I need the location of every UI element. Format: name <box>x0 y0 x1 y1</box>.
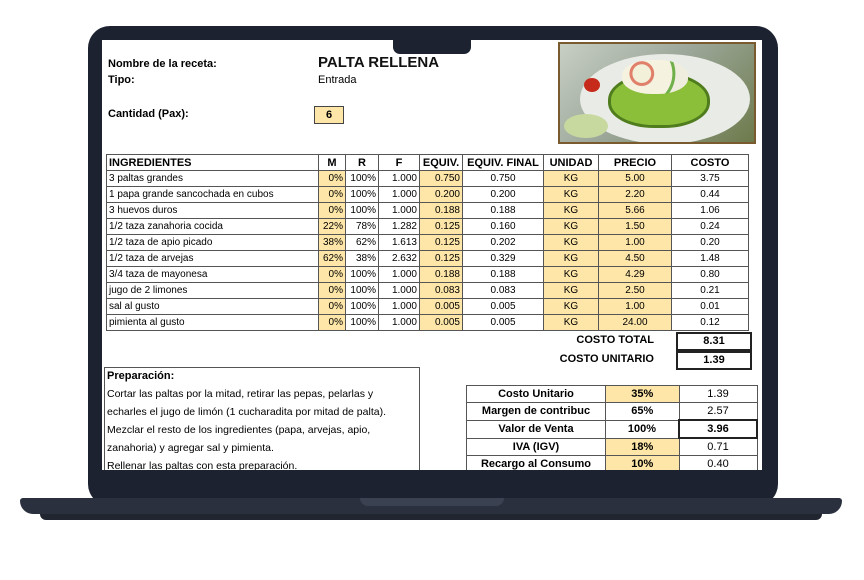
cell-equiv-final[interactable]: 0.083 <box>463 283 544 299</box>
header-precio[interactable]: PRECIO <box>599 155 672 171</box>
ingredients-table <box>106 154 749 331</box>
cell-costo[interactable]: 0.12 <box>672 315 749 331</box>
cell-m[interactable]: 0% <box>319 299 346 315</box>
cell-costo[interactable]: 0.20 <box>672 235 749 251</box>
fin-percent[interactable]: 35% <box>606 386 680 403</box>
table-row <box>107 187 749 203</box>
cell-r[interactable]: 100% <box>346 187 379 203</box>
recipe-name-label: Nombre de la receta: <box>108 58 217 70</box>
fin-percent[interactable]: 65% <box>606 403 680 421</box>
fin-label[interactable]: Costo Unitario <box>467 386 606 403</box>
preparation-line: Rellenar las paltas con esta preparación. <box>107 460 298 470</box>
cell-equiv-final[interactable]: 0.200 <box>463 187 544 203</box>
total-cost-value[interactable]: 8.31 <box>676 332 752 351</box>
cell-r[interactable]: 38% <box>346 251 379 267</box>
cell-unidad[interactable]: KG <box>544 299 599 315</box>
cell-costo[interactable]: 1.48 <box>672 251 749 267</box>
cell-r[interactable]: 100% <box>346 267 379 283</box>
cell-precio[interactable]: 2.20 <box>599 187 672 203</box>
cell-m[interactable]: 0% <box>319 267 346 283</box>
table-row <box>107 283 749 299</box>
header-equiv-final[interactable]: EQUIV. FINAL <box>463 155 544 171</box>
cell-equiv[interactable]: 0.125 <box>420 235 463 251</box>
header-ingredients[interactable]: INGREDIENTES <box>107 155 319 171</box>
cell-precio[interactable]: 5.66 <box>599 203 672 219</box>
cell-ingredient[interactable]: 3 paltas grandes <box>107 171 319 187</box>
fin-row <box>467 420 758 438</box>
fin-value[interactable]: 0.71 <box>679 438 757 456</box>
cell-costo[interactable]: 3.75 <box>672 171 749 187</box>
spreadsheet-screen <box>102 40 762 470</box>
cell-precio[interactable]: 24.00 <box>599 315 672 331</box>
cell-equiv[interactable]: 0.200 <box>420 187 463 203</box>
cell-precio[interactable]: 5.00 <box>599 171 672 187</box>
cell-unidad[interactable]: KG <box>544 171 599 187</box>
laptop-base-shadow <box>40 514 822 520</box>
table-row <box>107 315 749 331</box>
camera-notch <box>393 40 471 54</box>
cell-r[interactable]: 100% <box>346 171 379 187</box>
cell-m[interactable]: 0% <box>319 203 346 219</box>
fin-percent[interactable]: 10% <box>606 456 680 471</box>
cell-f[interactable]: 1.000 <box>379 315 420 331</box>
fin-percent[interactable]: 18% <box>606 438 680 456</box>
unit-cost-label: COSTO UNITARIO <box>559 353 654 365</box>
fin-row <box>467 403 758 421</box>
cell-m[interactable]: 0% <box>319 315 346 331</box>
cell-equiv-final[interactable]: 0.329 <box>463 251 544 267</box>
cell-unidad[interactable]: KG <box>544 203 599 219</box>
quantity-cell[interactable]: 6 <box>314 106 344 124</box>
table-row <box>107 235 749 251</box>
cell-f[interactable]: 1.000 <box>379 203 420 219</box>
cell-f[interactable]: 2.632 <box>379 251 420 267</box>
unit-cost-value[interactable]: 1.39 <box>676 351 752 370</box>
cell-costo[interactable]: 0.44 <box>672 187 749 203</box>
cell-precio[interactable]: 1.00 <box>599 235 672 251</box>
laptop-hinge <box>360 498 504 506</box>
salad-shape <box>564 114 608 138</box>
cell-r[interactable]: 100% <box>346 203 379 219</box>
cell-f[interactable]: 1.282 <box>379 219 420 235</box>
header-m[interactable]: M <box>319 155 346 171</box>
cell-m[interactable]: 22% <box>319 219 346 235</box>
cell-f[interactable]: 1.000 <box>379 187 420 203</box>
sauce-shape <box>584 78 600 92</box>
table-row <box>107 171 749 187</box>
preparation-box[interactable] <box>104 367 420 470</box>
cell-f[interactable]: 1.613 <box>379 235 420 251</box>
ingredients-header-row <box>107 155 749 171</box>
cell-unidad[interactable]: KG <box>544 235 599 251</box>
table-row <box>107 299 749 315</box>
table-row <box>107 267 749 283</box>
cell-r[interactable]: 100% <box>346 299 379 315</box>
cell-precio[interactable]: 4.50 <box>599 251 672 267</box>
cell-precio[interactable]: 1.50 <box>599 219 672 235</box>
cell-equiv-final[interactable]: 0.188 <box>463 267 544 283</box>
cell-precio[interactable]: 2.50 <box>599 283 672 299</box>
quantity-label: Cantidad (Pax): <box>108 108 189 120</box>
total-cost-label: COSTO TOTAL <box>576 334 654 346</box>
fin-row <box>467 386 758 403</box>
preparation-line: echarles el jugo de limón (1 cucharadita por mitad de palta). <box>107 406 386 418</box>
cell-equiv[interactable]: 0.750 <box>420 171 463 187</box>
fin-value[interactable]: 2.57 <box>679 403 757 421</box>
cell-m[interactable]: 0% <box>319 187 346 203</box>
header-unidad[interactable]: UNIDAD <box>544 155 599 171</box>
cell-r[interactable]: 78% <box>346 219 379 235</box>
recipe-type-value[interactable]: Entrada <box>318 74 357 86</box>
filling-shape <box>622 60 688 94</box>
cell-f[interactable]: 1.000 <box>379 299 420 315</box>
cell-precio[interactable]: 4.29 <box>599 267 672 283</box>
cell-unidad[interactable]: KG <box>544 267 599 283</box>
cell-f[interactable]: 1.000 <box>379 283 420 299</box>
fin-percent[interactable]: 100% <box>606 420 680 438</box>
preparation-line: zanahoria) y agregar sal y pimienta. <box>107 442 274 454</box>
cell-equiv[interactable]: 0.188 <box>420 203 463 219</box>
cell-ingredient[interactable]: sal al gusto <box>107 299 319 315</box>
cell-f[interactable]: 1.000 <box>379 171 420 187</box>
ingredients-body <box>107 171 749 331</box>
cell-ingredient[interactable]: 1/2 taza de arvejas <box>107 251 319 267</box>
cell-unidad[interactable]: KG <box>544 315 599 331</box>
cell-m[interactable]: 38% <box>319 235 346 251</box>
cell-precio[interactable]: 1.00 <box>599 299 672 315</box>
table-row <box>107 203 749 219</box>
cell-equiv-final[interactable]: 0.005 <box>463 315 544 331</box>
cell-ingredient[interactable]: 1 papa grande sancochada en cubos <box>107 187 319 203</box>
fin-label[interactable]: Margen de contribuc <box>467 403 606 421</box>
cell-r[interactable]: 62% <box>346 235 379 251</box>
fin-label[interactable]: IVA (IGV) <box>467 438 606 456</box>
preparation-title: Preparación: <box>107 370 175 382</box>
cell-costo[interactable]: 0.01 <box>672 299 749 315</box>
header-r[interactable]: R <box>346 155 379 171</box>
cell-ingredient[interactable]: 1/2 taza de apio picado <box>107 235 319 251</box>
table-row <box>107 251 749 267</box>
fin-label[interactable]: Valor de Venta <box>467 420 606 438</box>
cell-r[interactable]: 100% <box>346 315 379 331</box>
preparation-line: Mezclar el resto de los ingredientes (papa, arvejas, apio, <box>107 424 371 436</box>
cell-costo[interactable]: 0.24 <box>672 219 749 235</box>
cell-m[interactable]: 0% <box>319 171 346 187</box>
cell-equiv-final[interactable]: 0.750 <box>463 171 544 187</box>
header-equiv[interactable]: EQUIV. <box>420 155 463 171</box>
cell-ingredient[interactable]: 1/2 taza zanahoria cocida <box>107 219 319 235</box>
cell-f[interactable]: 1.000 <box>379 267 420 283</box>
cell-unidad[interactable]: KG <box>544 283 599 299</box>
cell-unidad[interactable]: KG <box>544 187 599 203</box>
cell-ingredient[interactable]: jugo de 2 limones <box>107 283 319 299</box>
cell-equiv-final[interactable]: 0.005 <box>463 299 544 315</box>
recipe-type-label: Tipo: <box>108 74 135 86</box>
fin-label[interactable]: Recargo al Consumo <box>467 456 606 471</box>
cell-equiv[interactable]: 0.005 <box>420 315 463 331</box>
financials-table <box>466 385 758 470</box>
fin-value[interactable]: 3.96 <box>679 420 757 438</box>
table-row <box>107 219 749 235</box>
cell-m[interactable]: 0% <box>319 283 346 299</box>
cell-equiv[interactable]: 0.125 <box>420 251 463 267</box>
header-f[interactable]: F <box>379 155 420 171</box>
fin-value[interactable]: 1.39 <box>679 386 757 403</box>
cell-equiv[interactable]: 0.005 <box>420 299 463 315</box>
cell-equiv-final[interactable]: 0.202 <box>463 235 544 251</box>
dish-photo <box>558 42 756 144</box>
cell-equiv[interactable]: 0.188 <box>420 267 463 283</box>
cell-ingredient[interactable]: pimienta al gusto <box>107 315 319 331</box>
cell-m[interactable]: 62% <box>319 251 346 267</box>
cell-equiv-final[interactable]: 0.160 <box>463 219 544 235</box>
header-costo[interactable]: COSTO <box>672 155 749 171</box>
fin-row <box>467 456 758 471</box>
recipe-name-value[interactable]: PALTA RELLENA <box>318 54 440 71</box>
cell-unidad[interactable]: KG <box>544 219 599 235</box>
cell-ingredient[interactable]: 3/4 taza de mayonesa <box>107 267 319 283</box>
fin-value[interactable]: 0.40 <box>679 456 757 471</box>
preparation-line: Cortar las paltas por la mitad, retirar las pepas, pelarlas y <box>107 388 374 400</box>
cell-ingredient[interactable]: 3 huevos duros <box>107 203 319 219</box>
cell-equiv[interactable]: 0.125 <box>420 219 463 235</box>
cell-equiv-final[interactable]: 0.188 <box>463 203 544 219</box>
cell-equiv[interactable]: 0.083 <box>420 283 463 299</box>
cell-r[interactable]: 100% <box>346 283 379 299</box>
fin-row <box>467 438 758 456</box>
cell-costo[interactable]: 0.80 <box>672 267 749 283</box>
cell-unidad[interactable]: KG <box>544 251 599 267</box>
cell-costo[interactable]: 1.06 <box>672 203 749 219</box>
cell-costo[interactable]: 0.21 <box>672 283 749 299</box>
